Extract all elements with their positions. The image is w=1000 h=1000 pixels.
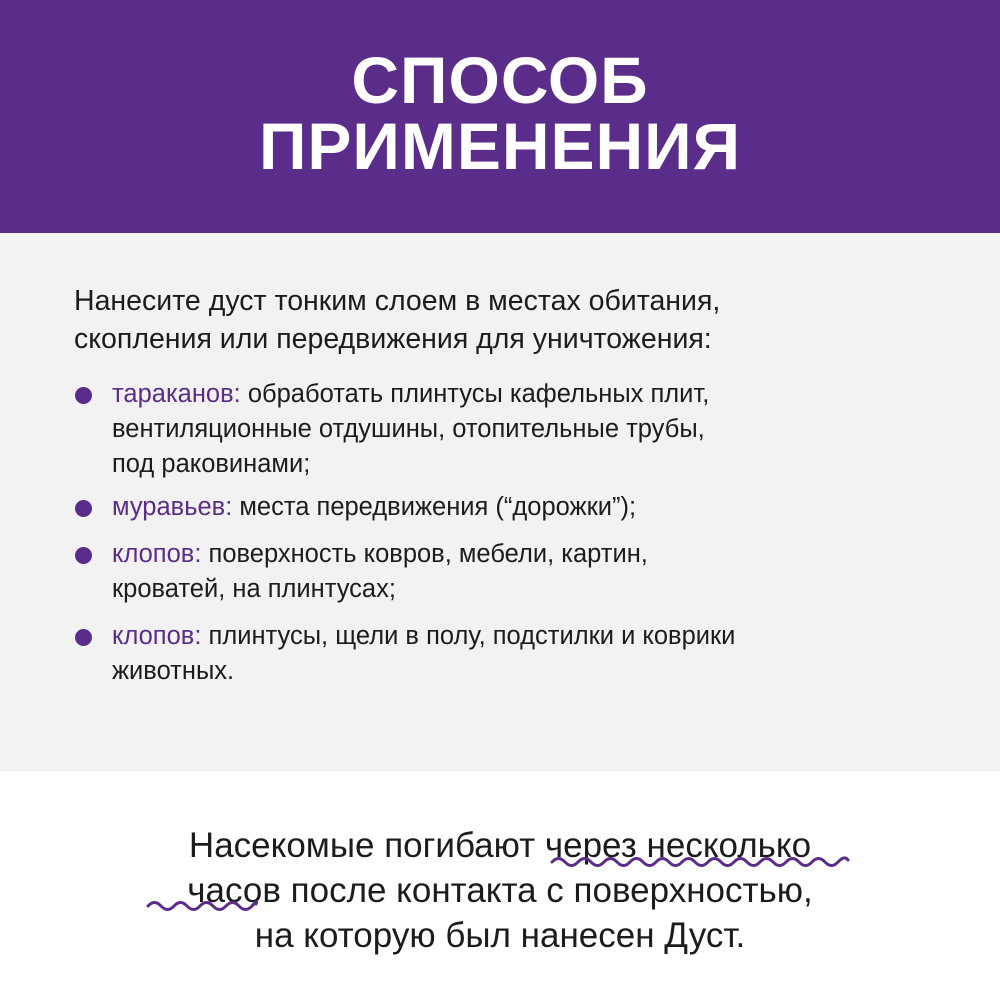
list-item-bedbugs-furniture [112, 537, 912, 607]
pest-name: муравьев: [112, 493, 233, 521]
note-line-1-plain: Насекомые погибают [188, 826, 545, 865]
list-item-cockroaches [112, 377, 912, 482]
pest-name: клопов: [112, 540, 202, 568]
intro-line-2: скопления или передвижения для уничтожения: [74, 323, 712, 355]
item-text-line-2: кроватей, на плинтусах; [112, 575, 396, 603]
result-note [0, 771, 1000, 1000]
item-text-line-3: под раковинами; [112, 450, 311, 478]
item-text-line-1: плинтусы, щели в полу, подстилки и коврики [201, 622, 736, 650]
intro-line-1: Нанесите дуст тонким слоем в местах обитания, [74, 285, 721, 317]
list-item-ants [112, 490, 912, 525]
instructions-panel [0, 233, 1000, 771]
title-line-2: ПРИМЕНЕНИЯ [258, 109, 742, 183]
note-highlight-1: через несколько [544, 826, 812, 865]
item-text-line-2: животных. [112, 657, 235, 685]
list-item-bedbugs-floor [112, 619, 912, 689]
header-banner [0, 0, 1000, 233]
bullet-dot-icon [75, 500, 92, 517]
pest-name: тараканов: [112, 380, 241, 408]
note-line-3: на которую был нанесен Дуст. [254, 916, 746, 955]
item-text-line-1: обработать плинтусы кафельных плит, [240, 380, 710, 408]
pest-name: клопов: [112, 622, 202, 650]
bullet-dot-icon [75, 387, 92, 404]
note-line-2-plain: после контакта с поверхностью, [280, 871, 813, 910]
bullet-dot-icon [75, 629, 92, 646]
wavy-underline-icon [550, 855, 850, 869]
wavy-underline-icon [146, 899, 258, 913]
item-text-line-1: поверхность ковров, мебели, картин, [201, 540, 648, 568]
note-text [0, 823, 1000, 958]
intro-text [74, 282, 934, 358]
page-title [0, 43, 1000, 183]
item-text-line-2: вентиляционные отдушины, отопительные трубы, [112, 415, 705, 443]
title-line-1: СПОСОБ [351, 43, 649, 117]
item-text-line-1: места передвижения (“дорожки”); [232, 493, 637, 521]
note-highlight-2: часов [187, 871, 281, 910]
bullet-dot-icon [75, 547, 92, 564]
